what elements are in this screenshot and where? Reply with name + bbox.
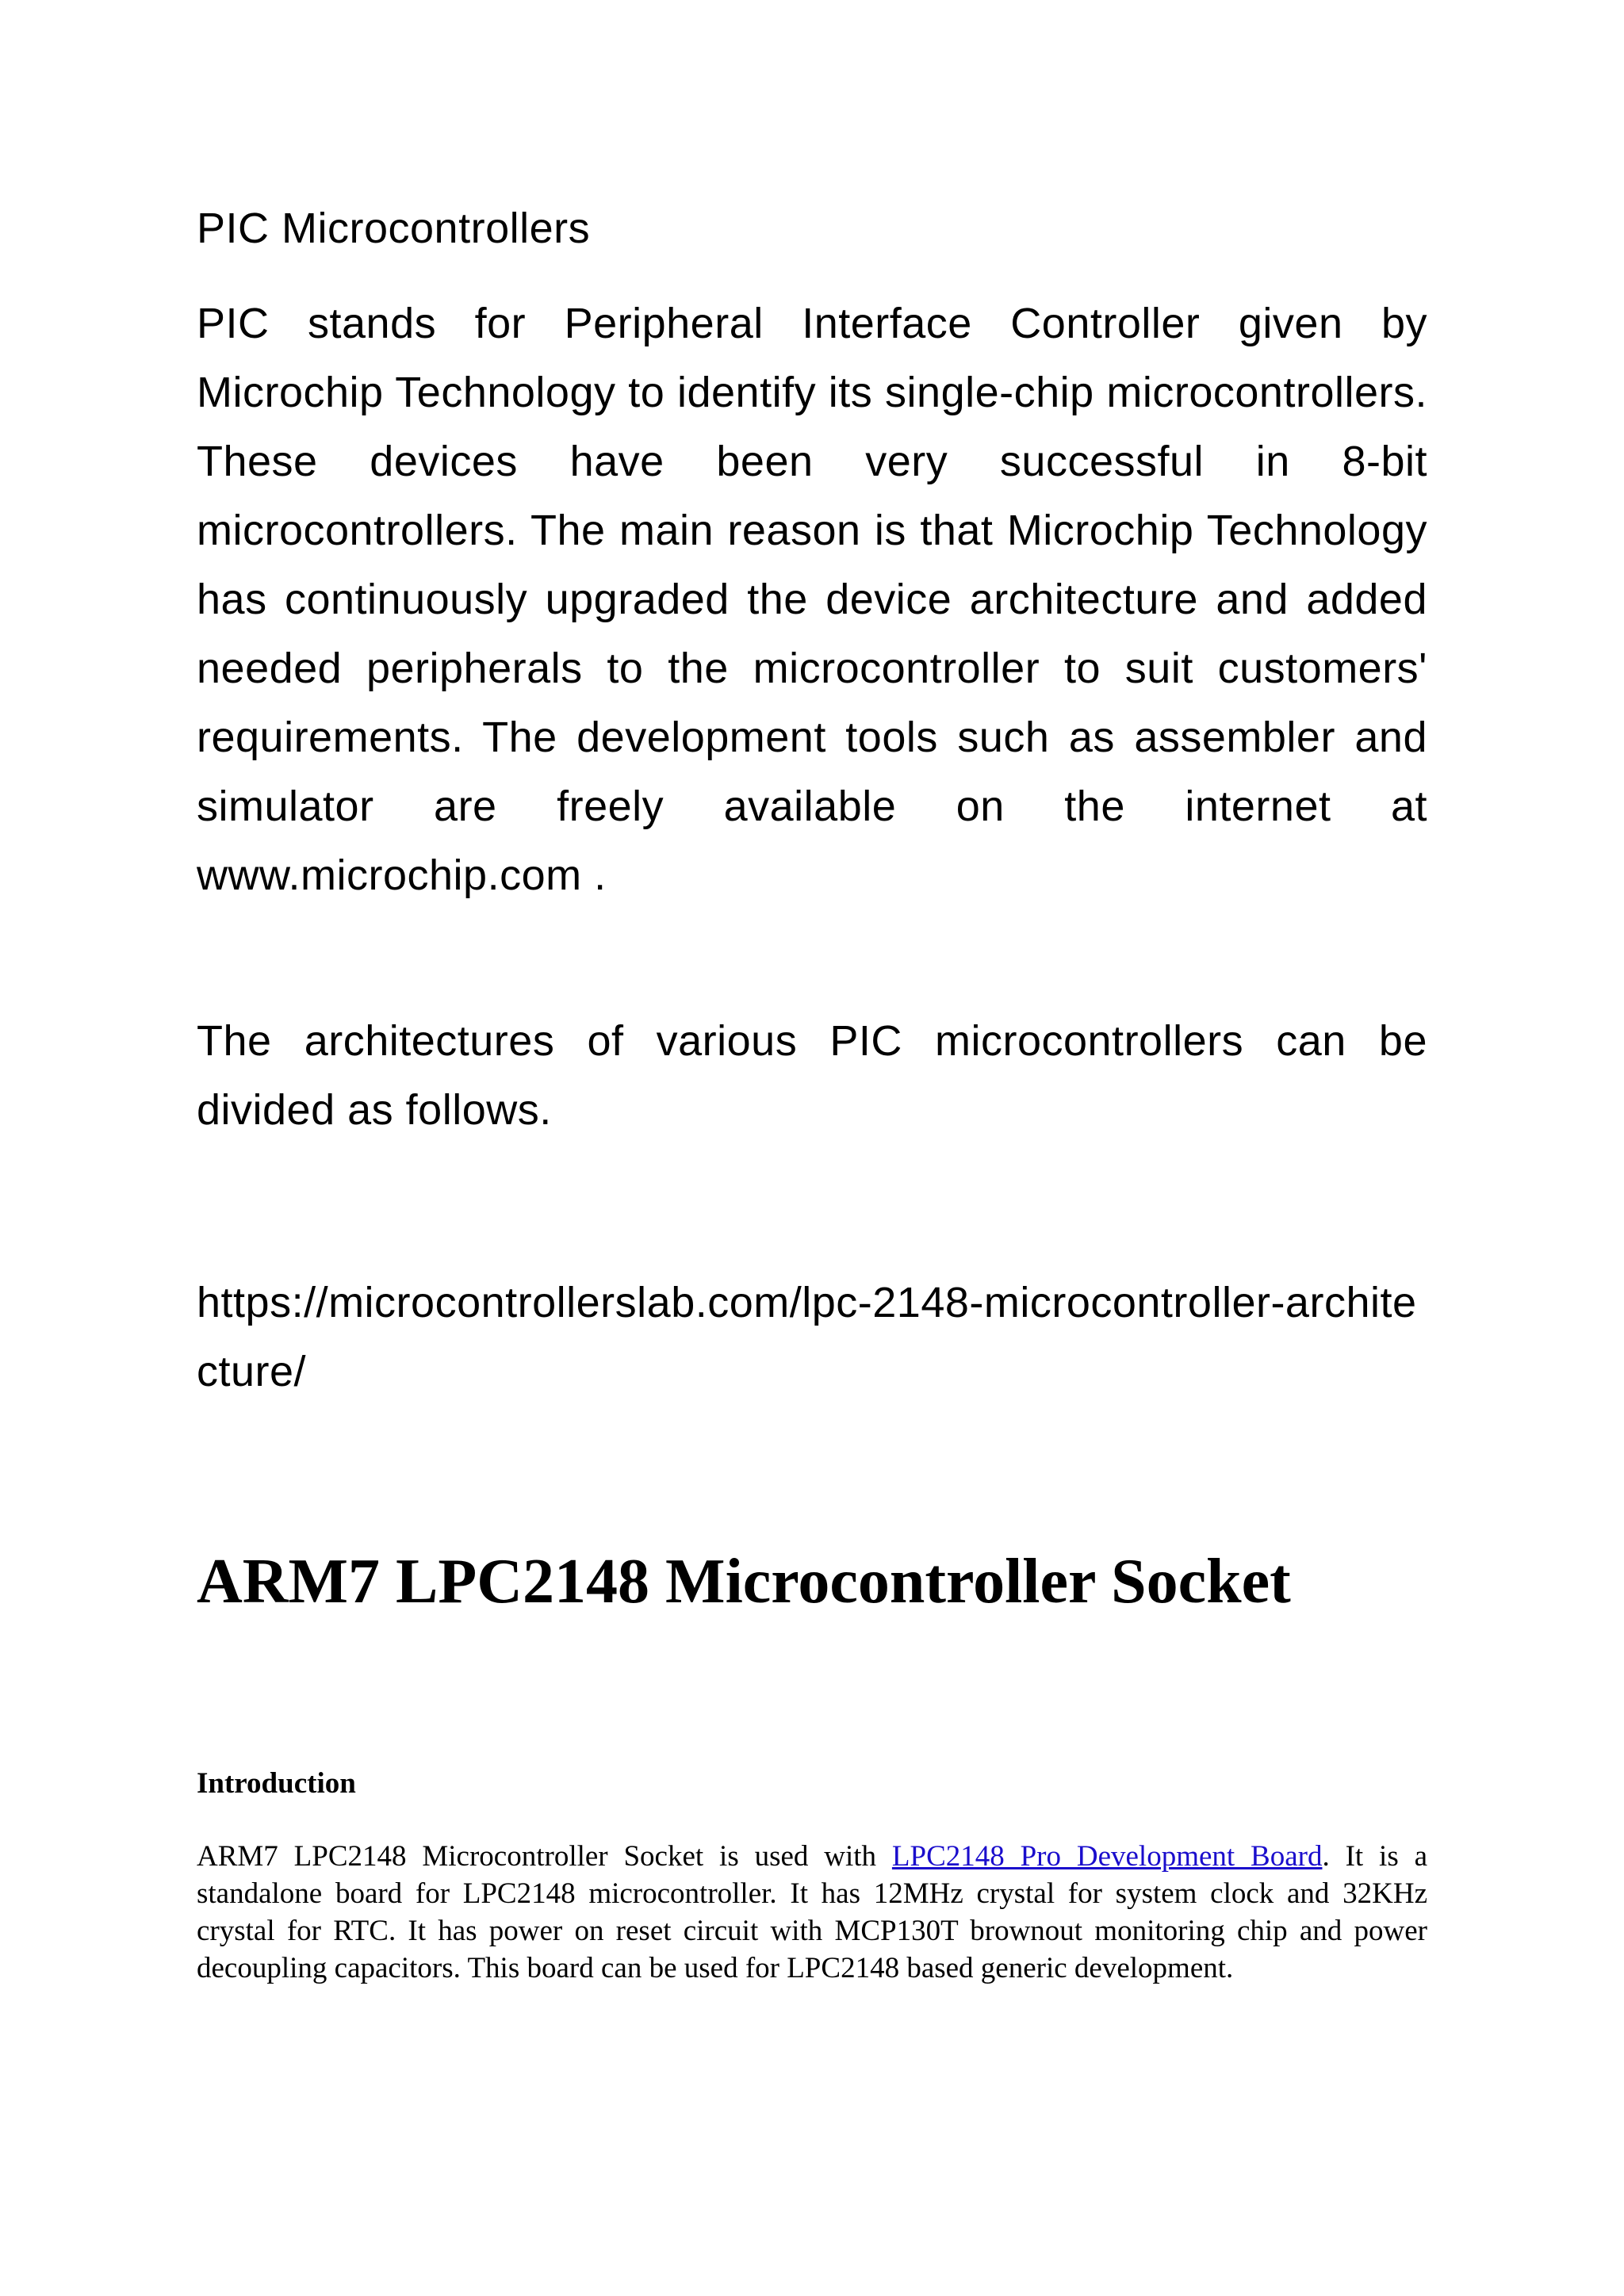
pic-description-paragraph: PIC stands for Peripheral Interface Controller given by Microchip Technology to identify its single-chip microcontrollers. These devices have been very successful in 8-bit microcontrollers. The main reason is that Microchip Technology has continuously upgraded the device architecture and added needed peripherals to the microcontroller to suit customers' requirements. The development tools such as assembler and simulator are freely available on the internet at www.microchip.com . [197,300,1427,899]
intro-text-after-link: . It is a standalone board for LPC2148 microcontroller. It has 12MHz crystal for system clock and 32KHz crystal for RTC. It has power on reset circuit with MCP130T brownout monitoring chip and power decoupling capacitors. This board can be used for LPC2148 based generic development. [197,1840,1427,1984]
lpc2148-pro-board-link[interactable]: LPC2148 Pro Development Board [891,1840,1323,1873]
pic-section-heading: PIC Microcontrollers [197,205,591,252]
introduction-paragraph [197,1838,1427,1987]
intro-text-before-link: ARM7 LPC2148 Microcontroller Socket is used with [197,1840,892,1873]
introduction-heading: Introduction [197,1767,356,1800]
pic-architectures-paragraph: The architectures of various PIC microcontrollers can be divided as follows. [197,1017,1427,1134]
arm7-section-heading: ARM7 LPC2148 Microcontroller Socket [197,1547,1291,1617]
source-url-text: https://microcontrollerslab.com/lpc-2148-microcontroller-architecture/ [197,1279,1417,1395]
